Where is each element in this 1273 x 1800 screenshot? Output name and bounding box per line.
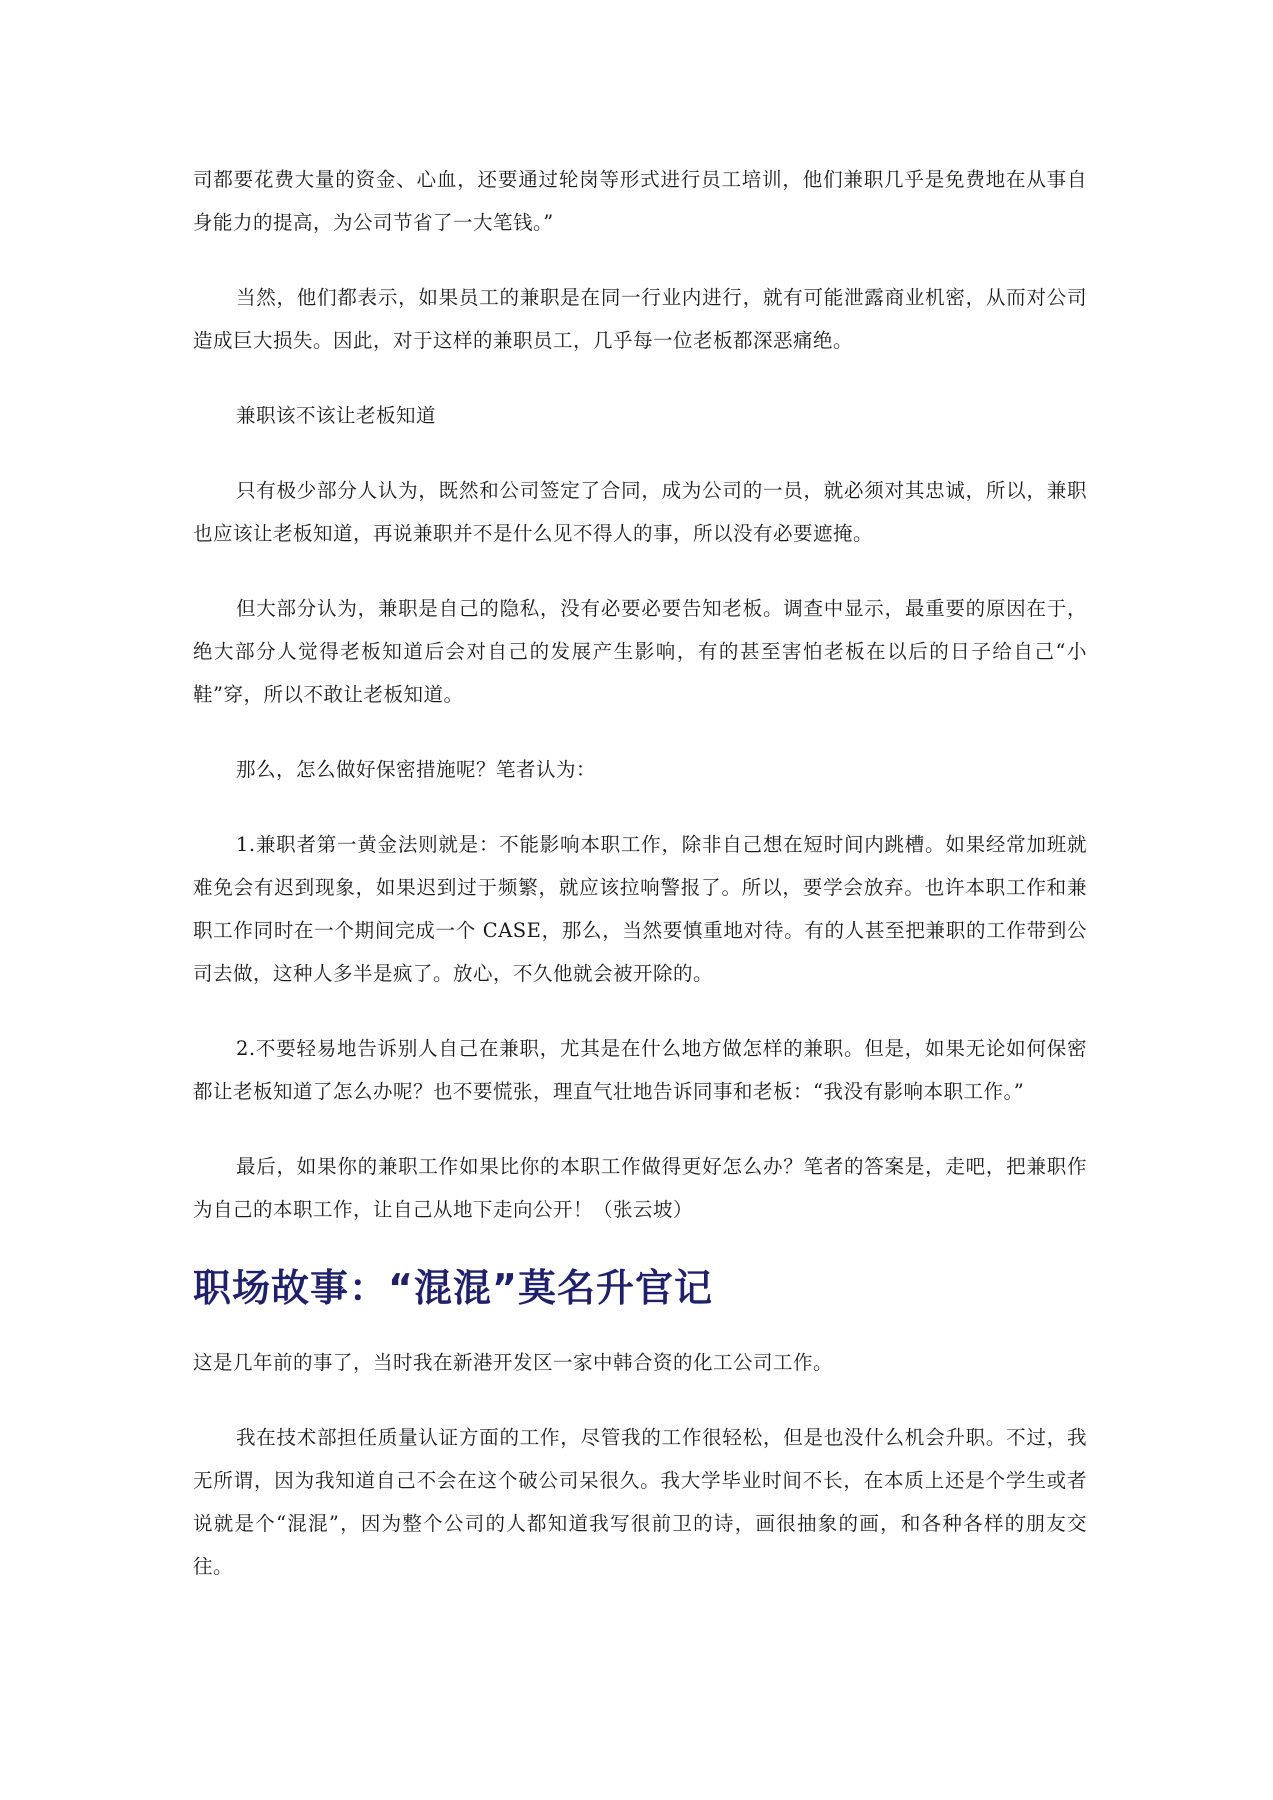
subheading-paragraph: 兼职该不该让老板知道 xyxy=(236,404,437,427)
list-item-paragraph: 2.不要轻易地告诉别人自己在兼职，尤其是在什么地方做怎样的兼职。但是，如果无论如何保密都让老板知道了怎么办呢？也不要慌张，理直气壮地告诉同事和老板：“我没有影响本职工作。” xyxy=(193,1037,1087,1103)
paragraph: 那么，怎么做好保密措施呢？笔者认为： xyxy=(236,758,597,781)
paragraph: 司都要花费大量的资金、心血，还要通过轮岗等形式进行员工培训，他们兼职几乎是免费地在从事自身能力的提高，为公司节省了一大笔钱。” xyxy=(193,168,1087,234)
paragraph: 我在技术部担任质量认证方面的工作，尽管我的工作很轻松，但是也没什么机会升职。不过，我无所谓，因为我知道自己不会在这个破公司呆很久。我大学毕业时间不长，在本质上还是个学生或者说就是个“混混”，因为整个公司的人都知道我写很前卫的诗，画很抽象的画，和各种各样的朋友交往。 xyxy=(193,1426,1087,1578)
paragraph: 最后，如果你的兼职工作如果比你的本职工作做得更好怎么办？笔者的答案是，走吧，把兼职作为自己的本职工作，让自己从地下走向公开！（张云坡） xyxy=(193,1155,1087,1221)
paragraph: 这是几年前的事了，当时我在新港开发区一家中韩合资的化工公司工作。 xyxy=(193,1351,834,1374)
document-page xyxy=(193,158,1087,1620)
paragraph: 当然，他们都表示，如果员工的兼职是在同一行业内进行，就有可能泄露商业机密，从而对公司造成巨大损失。因此，对于这样的兼职员工，几乎每一位老板都深恶痛绝。 xyxy=(193,286,1087,352)
section-heading: 职场故事：“混混”莫名升官记 xyxy=(193,1266,713,1310)
paragraph: 但大部分认为，兼职是自己的隐私，没有必要必要告知老板。调查中显示，最重要的原因在于，绝大部分人觉得老板知道后会对自己的发展产生影响，有的甚至害怕老板在以后的日子给自己“小鞋”穿，所以不敢让老板知道。 xyxy=(193,597,1087,706)
list-item-paragraph: 1.兼职者第一黄金法则就是：不能影响本职工作，除非自己想在短时间内跳槽。如果经常加班就难免会有迟到现象，如果迟到过于频繁，就应该拉响警报了。所以，要学会放弃。也许本职工作和兼职工作同时在一个期间完成一个 CASE，那么，当然要慎重地对待。有的人甚至把兼职的工作带到公司去做，这种人多半是疯了。放心，不久他就会被开除的。 xyxy=(193,833,1087,985)
paragraph: 只有极少部分人认为，既然和公司签定了合同，成为公司的一员，就必须对其忠诚，所以，兼职也应该让老板知道，再说兼职并不是什么见不得人的事，所以没有必要遮掩。 xyxy=(193,479,1087,545)
